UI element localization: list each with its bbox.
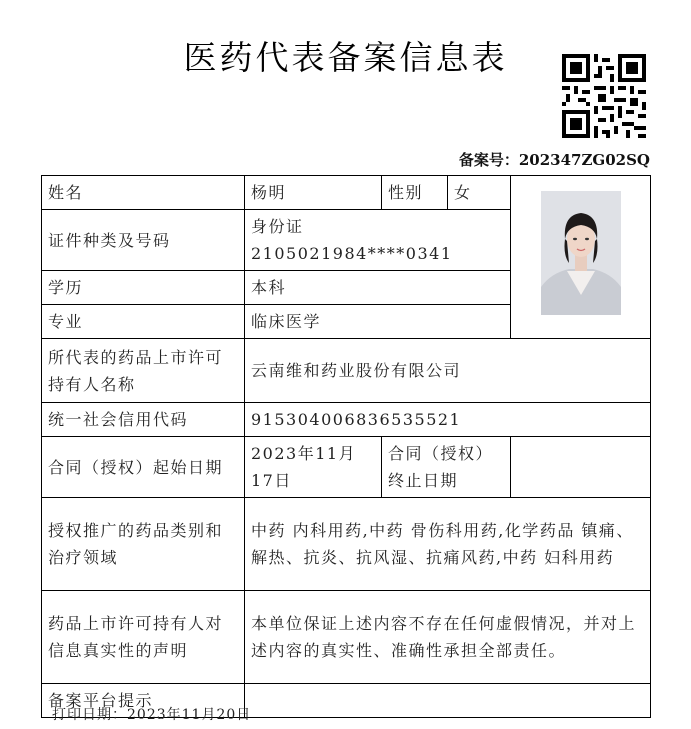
scope-value: 中药 内科用药,中药 骨伤科用药,化学药品 镇痛、解热、抗炎、抗风湿、抗痛风药,中药 妇科用药 <box>245 498 651 591</box>
qr-code <box>562 54 646 138</box>
contract-start-label: 合同（授权）起始日期 <box>42 437 245 498</box>
print-date: 打印日期：2023年11月20日 <box>52 707 252 723</box>
photo-cell <box>511 176 651 339</box>
name-label: 姓名 <box>42 176 245 210</box>
declaration-label: 药品上市许可持有人对信息真实性的声明 <box>42 591 245 684</box>
platform-tip-value <box>245 684 651 718</box>
gender-value: 女 <box>448 176 511 210</box>
contract-start-value: 2023年11月17日 <box>245 437 382 498</box>
contract-end-value <box>511 437 651 498</box>
page-title: 医药代表备案信息表 <box>183 38 508 77</box>
gender-label: 性别 <box>382 176 448 210</box>
credit-code-value: 915304006836535521 <box>245 403 651 437</box>
credit-code-label: 统一社会信用代码 <box>42 403 245 437</box>
registration-table <box>41 175 651 718</box>
id-label: 证件种类及号码 <box>42 210 245 271</box>
holder-label: 所代表的药品上市许可持有人名称 <box>42 339 245 403</box>
major-value: 临床医学 <box>245 305 511 339</box>
education-value: 本科 <box>245 271 511 305</box>
registration-number: 备案号：202347ZG02SQ <box>458 151 650 169</box>
representative-photo <box>541 191 621 315</box>
declaration-value: 本单位保证上述内容不存在任何虚假情况，并对上述内容的真实性、准确性承担全部责任。 <box>245 591 651 684</box>
platform-tip-label: 备案平台提示 <box>42 684 245 718</box>
scope-label: 授权推广的药品类别和治疗领域 <box>42 498 245 591</box>
holder-value: 云南维和药业股份有限公司 <box>245 339 651 403</box>
id-value: 身份证 2105021984****0341 <box>245 210 511 271</box>
major-label: 专业 <box>42 305 245 339</box>
name-value: 杨明 <box>245 176 382 210</box>
education-label: 学历 <box>42 271 245 305</box>
contract-end-label: 合同（授权）终止日期 <box>382 437 511 498</box>
